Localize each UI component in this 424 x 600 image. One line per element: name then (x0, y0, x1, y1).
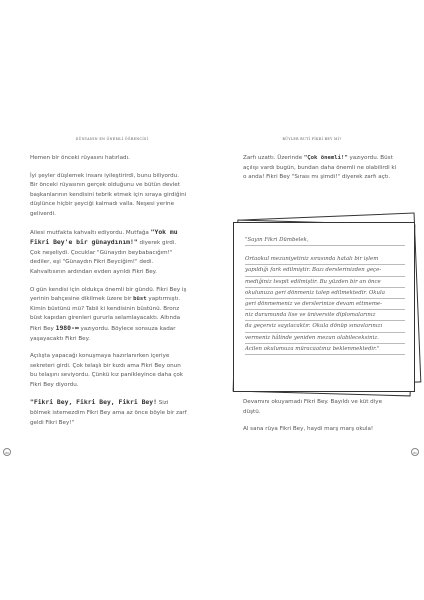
letter-line: da geçersiz sayılacaktır. Okula dönüp sınavlarınızı (245, 321, 405, 332)
letter-line: mediğiniz tespit edilmiştir. Bu yüzden bir an önce (245, 277, 405, 288)
handwritten-quote: "Çok önemli!" (303, 155, 348, 161)
closing-paragraph-2: Al sana rüya Fikri Bey, haydi marş marş okula! (243, 426, 374, 433)
paragraph-6 (30, 398, 188, 428)
letter-text (245, 235, 405, 355)
letter-line: yapıldığı fark edilmiştir. Bazı derslerinizden geçe- (245, 265, 405, 276)
page-number: 81 (411, 448, 419, 456)
closing-paragraph-1: Devamını okuyamadı Fikri Bey. Bayıldı ve küt diye düştü. (243, 399, 383, 415)
paragraph-2 (30, 172, 188, 220)
paragraph-text: Ailesi mutfakta kahvaltı ediyordu. Mutfağa (30, 229, 151, 236)
paragraph-text: diyerek girdi. Çok neşeliydi. Çocuklar "Günaydın beybabacığım!" dediler, eşi "Günaydın Fikri Beyciğim!" dedi. Kahvaltısının ardından evden ayrıldı Fikri Bey. (30, 240, 177, 275)
handwritten-years: 1980-∞ (55, 323, 79, 332)
letter-line: Ortaokul mezuniyetiniz sırasında hatalı bir işlem (245, 254, 405, 265)
paragraph-text: yaptırmıştı. Kimin büstünü mü? Tabii ki kendisinin büstünü. Bronz büst kapıdan girenleri gururla selamlayacaktı. Altında Fikri Bey (30, 296, 181, 332)
page-number: 80 (3, 448, 11, 456)
right-page (212, 0, 424, 600)
running-head: DÜNYANIN EN ÖNEMLİ ÖĞRENCİSİ (75, 137, 149, 141)
paragraph-text: yazıyordu. Böylece sonsuza kadar yaşayacaktı Fikri Bey. (30, 325, 176, 342)
letter-card-stack (231, 216, 421, 398)
handwritten-quote: "Fikri Bey, Fikri Bey, Fikri Bey! (30, 398, 157, 407)
paragraph-5 (30, 352, 188, 390)
handwritten-word: büst (133, 296, 147, 303)
paragraph-text: Açılışta yapacağı konuşmaya hazırlanırken içeriye sekreteri girdi. Çok telaşlı bir kızdı ama Fikri Bey onun bu telaşını seviyordu. Çünkü kız panikleyince daha çok Fikri Bey diyordu. (30, 353, 184, 388)
paragraph-text: Zarfı uzattı. Üzerinde (243, 155, 304, 161)
letter-card (233, 222, 415, 392)
letter-salutation: "Sayın Fikri Dümbelek, (245, 235, 405, 246)
paragraph-text: O gün kendisi için oldukça önemli bir gündü. Fikri Bey iş yerinin bahçesine dikilmek üzere bir (30, 286, 187, 303)
paragraph-1 (30, 154, 188, 164)
letter-line: okulunuza geri dönmeniz talep edilmektedir. Okula (245, 288, 405, 299)
paragraph-3 (30, 228, 188, 278)
intro-paragraph (243, 154, 399, 183)
closing-text (243, 398, 399, 443)
paragraph-4 (30, 286, 188, 345)
intro-text (243, 154, 399, 191)
paragraph-text: Hemen bir önceki rüyasını hatırladı. (30, 155, 130, 161)
body-text (30, 154, 188, 436)
paragraph-text: Sizi bölmek istemezdim Fikri Bey ama az önce böyle bir zarf geldi Fikri Bey!" (30, 400, 187, 426)
letter-line: niz durumunda lise ve üniversite diplomalarınız (245, 310, 405, 321)
letter-line: Acilen okulumuza müracaatınız beklenmektedir." (245, 344, 405, 355)
letter-line: vermeniz hâlinde yeniden mezun olabileceksiniz. (245, 333, 405, 344)
letter-line: geri dönmemeniz ve derslerinize devam ettmeme- (245, 299, 405, 310)
paragraph-text: yazıyordu. Büst açılışı vardı bugün, bundan daha önemli ne olabilirdi ki o anda! Fikri Bey "Sırası mı şimdi!" diyerek zarfı açtı. (243, 155, 397, 181)
handwritten-quote: "Yok mu Fikri Bey'e bir günaydınım!" (30, 227, 178, 247)
running-head: BÜYLER BUTİ FİKRİ BEY Mİ? (282, 137, 342, 141)
paragraph-text: İyi şeyler düşlemek insanı iyileştirirdi, bunu biliyordu. Bir önceki rüyasının gerçek olduğunu ve bütün devlet başkanlarının kendisini tebrik etmek için sıraya girdiğini düşlünce hiçbir şeyciği kalmadı valla. Neşesi yerine geliverdi. (30, 172, 187, 217)
